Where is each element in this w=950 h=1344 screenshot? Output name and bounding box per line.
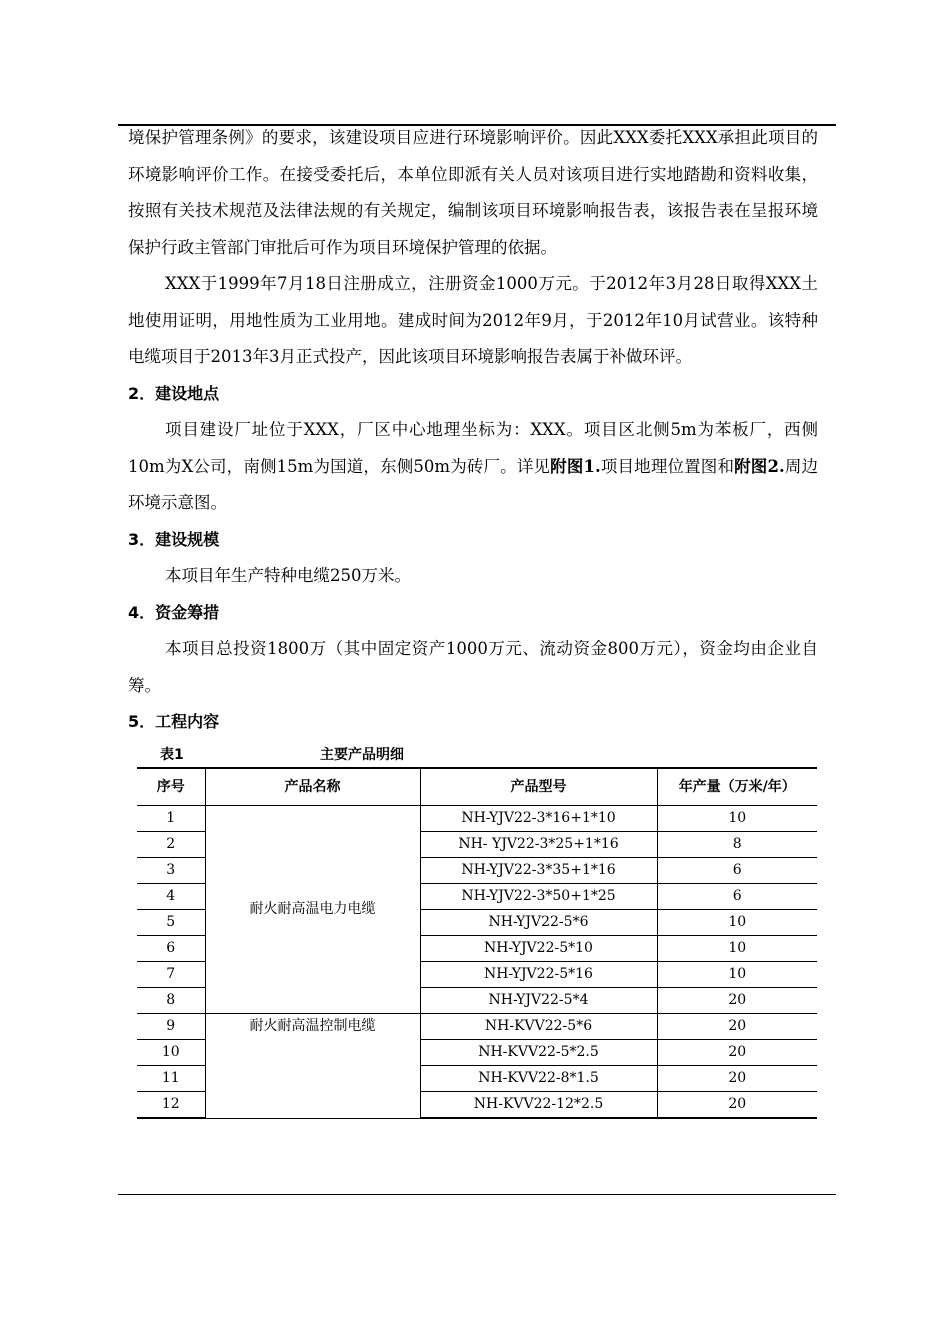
section-heading-funding: 4．资金筹措 bbox=[128, 602, 220, 622]
location-text-a: 项目建设厂址位于XXX，厂区中心地理坐标为：XXX。项目区北侧5m为苯板厂，西侧10m为X公司，南侧15m为国道，东侧50m为砖厂。详见 bbox=[128, 420, 818, 476]
figure-ref-2: 附图2. bbox=[734, 456, 785, 476]
row-qty: 20 bbox=[657, 988, 817, 1014]
table-caption-title: 主要产品明细 bbox=[320, 746, 404, 763]
row-qty: 10 bbox=[657, 962, 817, 988]
table-header-row bbox=[137, 768, 817, 806]
row-model: NH-YJV22-5*6 bbox=[420, 910, 657, 936]
row-no: 8 bbox=[137, 988, 205, 1014]
row-no: 9 bbox=[137, 1014, 205, 1040]
table-row bbox=[137, 1014, 817, 1040]
row-no: 11 bbox=[137, 1066, 205, 1092]
figure-ref-1: 附图1. bbox=[550, 456, 601, 476]
row-qty: 20 bbox=[657, 1066, 817, 1092]
row-model: NH-KVV22-5*6 bbox=[420, 1014, 657, 1040]
row-no: 12 bbox=[137, 1092, 205, 1119]
bottom-rule bbox=[118, 1194, 836, 1195]
product-group-label: 耐火耐高温电力电缆 bbox=[249, 901, 376, 917]
row-no: 6 bbox=[137, 936, 205, 962]
row-no: 10 bbox=[137, 1040, 205, 1066]
row-qty: 8 bbox=[657, 832, 817, 858]
header-model: 产品型号 bbox=[420, 768, 657, 806]
section-heading-location: 2．建设地点 bbox=[128, 383, 220, 403]
header-no: 序号 bbox=[137, 768, 205, 806]
section-heading-works: 5．工程内容 bbox=[128, 712, 220, 731]
product-group-power-cable bbox=[205, 806, 420, 1014]
row-model: NH-YJV22-3*50+1*25 bbox=[420, 884, 657, 910]
header-product-name: 产品名称 bbox=[205, 768, 420, 806]
row-model: NH-KVV22-5*2.5 bbox=[420, 1040, 657, 1066]
table-caption-number: 表1 bbox=[160, 746, 184, 763]
row-qty: 10 bbox=[657, 936, 817, 962]
header-annual-output: 年产量（万米/年） bbox=[657, 768, 817, 806]
row-qty: 10 bbox=[657, 806, 817, 832]
row-no: 2 bbox=[137, 832, 205, 858]
row-qty: 20 bbox=[657, 1014, 817, 1040]
product-table bbox=[137, 767, 817, 1120]
row-model: NH-KVV22-12*2.5 bbox=[420, 1092, 657, 1119]
product-group-label: 耐火耐高温控制电缆 bbox=[249, 1018, 376, 1034]
row-no: 4 bbox=[137, 884, 205, 910]
paragraph-company-history: XXX于1999年7月18日注册成立，注册资金1000万元。于2012年3月28日取得XXX土地使用证明，用地性质为工业用地。建成时间为2012年9月，于2012年10月试营业。该特种电缆项目于2013年3月正式投产，因此该项目环境影响报告表属于补做环评。 bbox=[128, 274, 818, 366]
row-model: NH- YJV22-3*25+1*16 bbox=[420, 832, 657, 858]
row-no: 7 bbox=[137, 962, 205, 988]
paragraph-scale: 本项目年生产特种电缆250万米。 bbox=[165, 566, 411, 585]
paragraph-location bbox=[128, 412, 818, 522]
row-qty: 20 bbox=[657, 1040, 817, 1066]
location-text-b: 项目地理位置图和 bbox=[600, 456, 735, 476]
row-qty: 10 bbox=[657, 910, 817, 936]
product-group-control-cable bbox=[205, 1014, 420, 1119]
table-row bbox=[137, 806, 817, 832]
row-model: NH-YJV22-5*10 bbox=[420, 936, 657, 962]
section-heading-scale: 3．建设规模 bbox=[128, 529, 220, 549]
row-qty: 6 bbox=[657, 884, 817, 910]
row-model: NH-KVV22-8*1.5 bbox=[420, 1066, 657, 1092]
paragraph-funding: 本项目总投资1800万（其中固定资产1000万元、流动资金800万元），资金均由企业自筹。 bbox=[128, 639, 818, 695]
row-qty: 6 bbox=[657, 858, 817, 884]
row-qty: 20 bbox=[657, 1092, 817, 1119]
paragraph-eia-intro: 境保护管理条例》的要求，该建设项目应进行环境影响评价。因此XXX委托XXX承担此项目的环境影响评价工作。在接受委托后，本单位即派有关人员对该项目进行实地踏勘和资料收集，按照有关技术规范及法律法规的有关规定，编制该项目环境影响报告表，该报告表在呈报环境保护行政主管部门审批后可作为项目环境保护管理的依据。 bbox=[128, 128, 818, 257]
row-no: 1 bbox=[137, 806, 205, 832]
row-no: 3 bbox=[137, 858, 205, 884]
row-model: NH-YJV22-5*16 bbox=[420, 962, 657, 988]
row-no: 5 bbox=[137, 910, 205, 936]
location-text-c: 周边环境示意图。 bbox=[128, 456, 819, 512]
table-caption bbox=[128, 743, 818, 767]
row-model: NH-YJV22-3*16+1*10 bbox=[420, 806, 657, 832]
document-body bbox=[128, 120, 818, 1119]
row-model: NH-YJV22-3*35+1*16 bbox=[420, 858, 657, 884]
row-model: NH-YJV22-5*4 bbox=[420, 988, 657, 1014]
